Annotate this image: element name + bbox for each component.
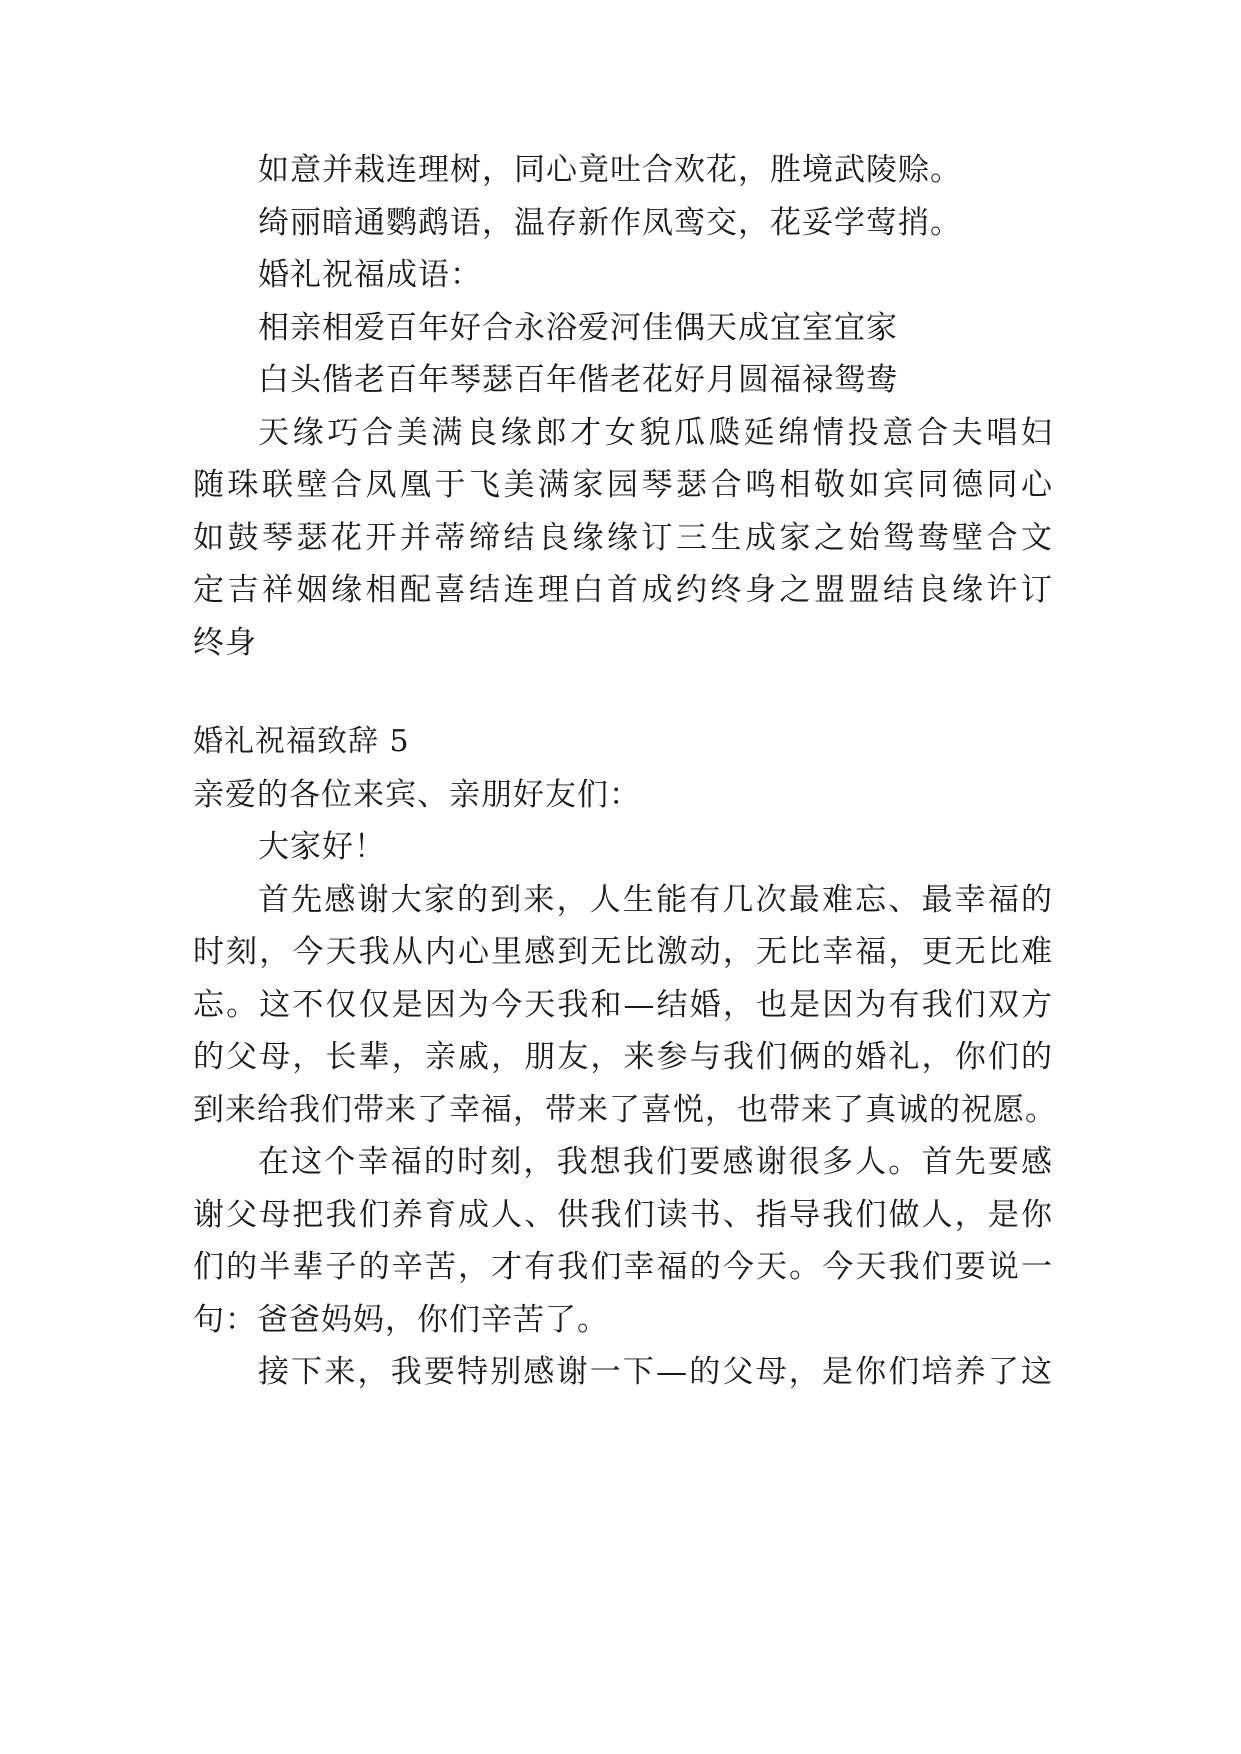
poem-line-1: 如意并栽连理树，同心竟吐合欢花，胜境武陵赊。 [258, 152, 962, 188]
para1-line-2: 时刻，今天我从内心里感到无比激动，无比幸福，更无比难 [193, 934, 1053, 970]
idioms-para-line-1: 天缘巧合美满良缘郎才女貌瓜瓞延绵情投意合夫唱妇 [258, 415, 1053, 451]
idioms-heading: 婚礼祝福成语： [258, 257, 482, 293]
para2-line-4: 句：爸爸妈妈，你们辛苦了。 [193, 1302, 609, 1338]
poem-line-2: 绮丽暗通鹦鹉语，温存新作凤鸾交，花妥学莺捎。 [258, 205, 962, 241]
section-title: 婚礼祝福致辞 5 [193, 724, 410, 759]
salutation: 亲爱的各位来宾、亲朋好友们： [193, 777, 641, 813]
idioms-para-line-5: 终身 [193, 625, 257, 661]
idioms-para-line-3: 如鼓琴瑟花开并蒂缔结良缘缘订三生成家之始鸳鸯壁合文 [193, 520, 1053, 556]
para2-line-2: 谢父母把我们养育成人、供我们读书、指导我们做人，是你 [193, 1197, 1053, 1233]
idioms-line-1: 相亲相爱百年好合永浴爱河佳偶天成宜室宜家 [258, 310, 898, 346]
greeting: 大家好！ [258, 829, 386, 865]
idioms-para-line-2: 随珠联壁合凤凰于飞美满家园琴瑟合鸣相敬如宾同德同心 [193, 467, 1053, 503]
para1-line-1: 首先感谢大家的到来，人生能有几次最难忘、最幸福的 [258, 882, 1053, 918]
idioms-line-2: 白头偕老百年琴瑟百年偕老花好月圆福禄鸳鸯 [258, 362, 898, 398]
idioms-para-line-4: 定吉祥姻缘相配喜结连理白首成约终身之盟盟结良缘许订 [193, 572, 1053, 608]
para2-line-3: 们的半辈子的辛苦，才有我们幸福的今天。今天我们要说一 [193, 1249, 1053, 1285]
para3-line-1: 接下来，我要特别感谢一下—的父母，是你们培养了这 [258, 1354, 1053, 1390]
para1-line-5: 到来给我们带来了幸福，带来了喜悦，也带来了真诚的祝愿。 [193, 1092, 1057, 1128]
para1-line-3: 忘。这不仅仅是因为今天我和—结婚，也是因为有我们双方 [193, 987, 1053, 1023]
para1-line-4: 的父母，长辈，亲戚，朋友，来参与我们俩的婚礼，你们的 [193, 1039, 1053, 1075]
para2-line-1: 在这个幸福的时刻，我想我们要感谢很多人。首先要感 [258, 1144, 1053, 1180]
